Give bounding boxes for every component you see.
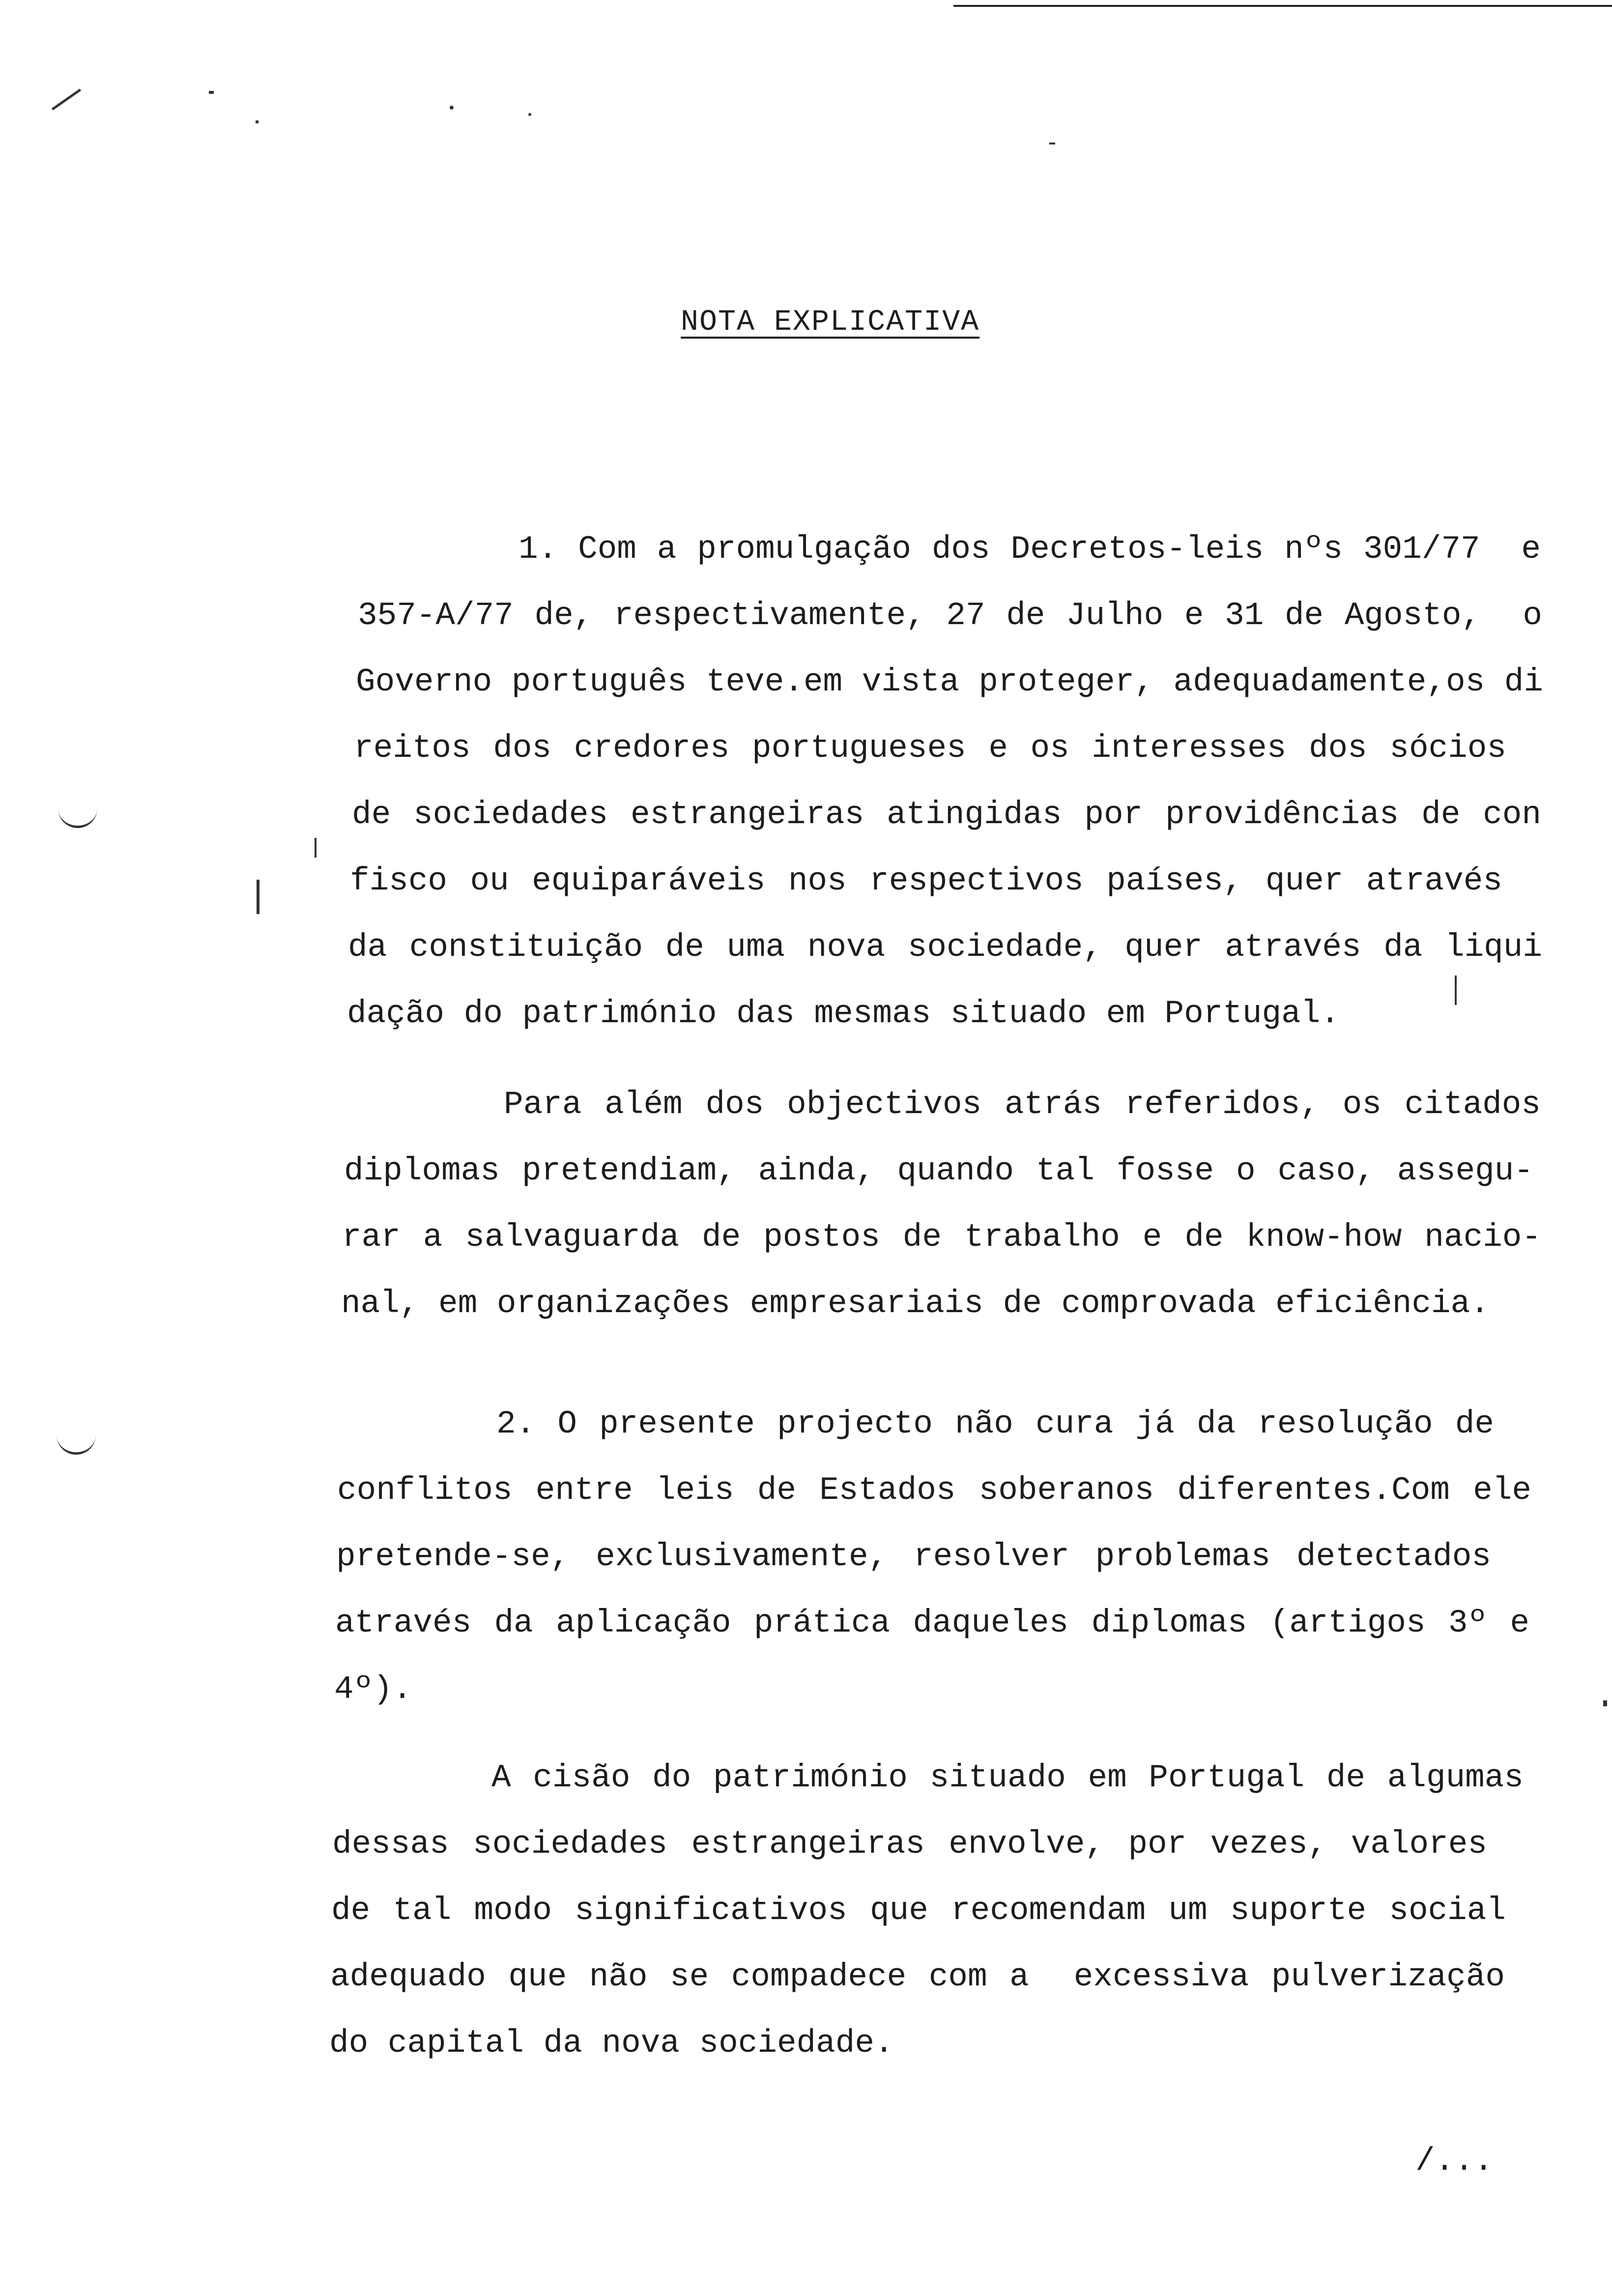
text-line: dação do património das mesmas situado em Portugal. — [347, 995, 1340, 1032]
punch-hole-mark — [57, 1425, 96, 1455]
text-line: dessas sociedades estrangeiras envolve, por vezes, valores — [332, 1826, 1487, 1863]
text-line: 4º). — [334, 1671, 412, 1708]
text-line: de sociedades estrangeiras atingidas por providências de con — [352, 796, 1541, 833]
document-title: NOTA EXPLICATIVA — [681, 306, 980, 339]
text-line: A cisão do património situado em Portugal de algumas — [491, 1759, 1524, 1796]
scan-mark — [257, 880, 259, 914]
text-line: 1. Com a promulgação dos Decretos-leis nºs 301/77 e — [518, 531, 1541, 568]
scan-mark — [450, 106, 454, 110]
text-line: da constituição de uma nova sociedade, quer através da liqui — [348, 929, 1542, 966]
scan-mark — [1455, 976, 1457, 1005]
text-line: Para além dos objectivos atrás referidos, os citados — [504, 1086, 1541, 1123]
text-line: 357-A/77 de, respectivamente, 27 de Julho e 31 de Agosto, o — [358, 597, 1542, 634]
text-line: do capital da nova sociedade. — [329, 2025, 894, 2062]
text-line: através da aplicação prática daqueles diplomas (artigos 3º e — [335, 1605, 1529, 1641]
scan-mark — [209, 91, 214, 94]
text-line: 2. O presente projecto não cura já da resolução de — [496, 1406, 1494, 1442]
text-line: fisco ou equiparáveis nos respectivos países, quer através — [350, 862, 1502, 899]
scan-mark — [52, 88, 81, 110]
text-line: pretende-se, exclusivamente, resolver problemas detectados — [336, 1538, 1491, 1575]
scan-mark — [256, 120, 259, 123]
scan-mark — [528, 113, 531, 116]
punch-hole-mark — [58, 806, 97, 828]
text-line: conflitos entre leis de Estados soberanos diferentes.Com ele — [337, 1472, 1531, 1509]
scan-mark — [315, 838, 317, 858]
text-line: reitos dos credores portugueses e os interesses dos sócios — [354, 730, 1506, 767]
top-border-line — [953, 5, 1612, 7]
text-line: de tal modo significativos que recomendam um suporte social — [331, 1892, 1506, 1929]
page-continuation-mark: /... — [1415, 2143, 1494, 2180]
text-line: diplomas pretendiam, ainda, quando tal fosse o caso, assegu- — [344, 1152, 1533, 1189]
scan-mark — [1049, 143, 1055, 144]
text-line: nal, em organizações empresariais de comprovada eficiência. — [341, 1285, 1490, 1322]
text-line: Governo português teve.em vista proteger, adequadamente,os di — [356, 663, 1543, 700]
text-line: adequado que não se compadece com a excessiva pulverização — [330, 1958, 1505, 1995]
scan-mark — [1603, 1700, 1607, 1706]
text-line: rar a salvaguarda de postos de trabalho e de know-how nacio- — [342, 1219, 1541, 1256]
